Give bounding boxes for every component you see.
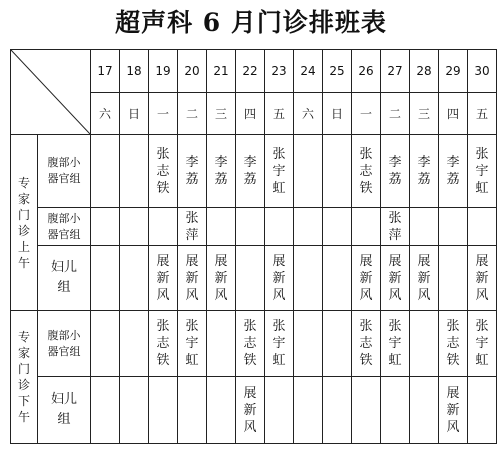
schedule-cell	[120, 377, 149, 444]
schedule-cell	[91, 135, 120, 208]
schedule-cell	[410, 135, 439, 208]
schedule-cell	[207, 135, 236, 208]
schedule-cell	[468, 246, 497, 311]
group-label: 妇儿 组	[38, 246, 91, 311]
doctor-name: 张 宇 虹	[272, 146, 286, 196]
schedule-cell	[207, 377, 236, 444]
schedule-cell	[439, 135, 468, 208]
doctor-name: 展 新 风	[214, 253, 228, 303]
doctor-name: 张 宇 虹	[475, 146, 489, 196]
schedule-cell	[323, 377, 352, 444]
date-header-cell: 19	[149, 50, 178, 93]
schedule-cell	[352, 311, 381, 377]
schedule-cell	[207, 311, 236, 377]
date-header-cell: 21	[207, 50, 236, 93]
date-header-cell: 26	[352, 50, 381, 93]
schedule-cell	[294, 377, 323, 444]
weekday-header-cell: 日	[323, 93, 352, 135]
weekday-header-cell: 六	[91, 93, 120, 135]
weekday-header-cell: 三	[207, 93, 236, 135]
schedule-cell	[236, 135, 265, 208]
schedule-cell	[323, 246, 352, 311]
schedule-cell	[149, 311, 178, 377]
schedule-cell	[381, 246, 410, 311]
doctor-name: 张 志 铁	[243, 319, 257, 368]
schedule-cell	[265, 208, 294, 246]
date-header-cell: 18	[120, 50, 149, 93]
date-header-cell: 30	[468, 50, 497, 93]
date-header-cell: 24	[294, 50, 323, 93]
schedule-cell	[352, 208, 381, 246]
schedule-cell	[294, 208, 323, 246]
schedule-cell	[468, 135, 497, 208]
schedule-cell	[236, 208, 265, 246]
schedule-cell	[410, 246, 439, 311]
schedule-table	[10, 49, 497, 444]
schedule-cell	[207, 246, 236, 311]
doctor-name: 展 新 风	[417, 253, 431, 303]
doctor-name: 张 萍	[388, 210, 402, 243]
date-header-cell: 22	[236, 50, 265, 93]
schedule-cell	[323, 311, 352, 377]
doctor-name: 李 荔	[446, 155, 460, 187]
weekday-header-cell: 日	[120, 93, 149, 135]
schedule-row	[11, 135, 497, 208]
schedule-cell	[149, 377, 178, 444]
doctor-name: 张 志 铁	[359, 146, 373, 196]
doctor-name: 展 新 风	[475, 253, 489, 303]
doctor-name: 李 荔	[185, 155, 199, 187]
doctor-name: 展 新 风	[446, 385, 460, 435]
schedule-row	[11, 208, 497, 246]
doctor-name: 展 新 风	[388, 253, 402, 303]
doctor-name: 展 新 风	[272, 253, 286, 303]
group-label: 腹部小 器官组	[38, 311, 91, 377]
schedule-cell	[323, 135, 352, 208]
schedule-cell	[91, 208, 120, 246]
schedule-cell	[91, 377, 120, 444]
schedule-cell	[294, 246, 323, 311]
date-header-cell: 23	[265, 50, 294, 93]
schedule-cell	[236, 311, 265, 377]
schedule-cell	[120, 208, 149, 246]
doctor-name: 李 荔	[214, 155, 228, 187]
schedule-cell	[352, 135, 381, 208]
weekday-header-cell: 五	[265, 93, 294, 135]
schedule-cell	[468, 208, 497, 246]
diagonal-line	[11, 50, 90, 134]
schedule-cell	[149, 135, 178, 208]
doctor-name: 李 荔	[243, 155, 257, 187]
schedule-cell	[352, 377, 381, 444]
schedule-cell	[91, 246, 120, 311]
schedule-cell	[352, 246, 381, 311]
date-header-cell: 20	[178, 50, 207, 93]
schedule-cell	[381, 377, 410, 444]
schedule-cell	[410, 377, 439, 444]
schedule-cell	[207, 208, 236, 246]
weekday-header-cell: 二	[178, 93, 207, 135]
group-label: 腹部小 器官组	[38, 208, 91, 246]
doctor-name: 李 荔	[388, 155, 402, 187]
weekday-header-cell: 四	[236, 93, 265, 135]
session-label: 专 家 门 诊 上 午	[11, 135, 38, 311]
doctor-name: 李 荔	[417, 155, 431, 187]
doctor-name: 展 新 风	[243, 385, 257, 435]
doctor-name: 展 新 风	[185, 253, 199, 303]
schedule-cell	[236, 377, 265, 444]
schedule-cell	[381, 311, 410, 377]
schedule-cell	[294, 311, 323, 377]
date-header-cell: 27	[381, 50, 410, 93]
page-title: 超声科 6 月门诊排班表	[115, 8, 387, 37]
schedule-cell	[178, 311, 207, 377]
schedule-cell	[265, 246, 294, 311]
schedule-cell	[120, 311, 149, 377]
doctor-name: 张 宇 虹	[185, 319, 199, 368]
schedule-cell	[381, 135, 410, 208]
schedule-row	[11, 311, 497, 377]
corner-header-cell	[11, 50, 91, 135]
schedule-row	[11, 246, 497, 311]
schedule-cell	[468, 377, 497, 444]
weekday-header-cell: 五	[468, 93, 497, 135]
schedule-cell	[323, 208, 352, 246]
schedule-cell	[149, 208, 178, 246]
date-header-cell: 25	[323, 50, 352, 93]
schedule-cell	[236, 246, 265, 311]
schedule-cell	[294, 135, 323, 208]
schedule-cell	[178, 135, 207, 208]
schedule-cell	[120, 246, 149, 311]
weekday-header-cell: 六	[294, 93, 323, 135]
weekday-header-cell: 一	[352, 93, 381, 135]
schedule-cell	[468, 311, 497, 377]
schedule-cell	[439, 208, 468, 246]
doctor-name: 张 宇 虹	[388, 319, 402, 368]
weekday-header-cell: 一	[149, 93, 178, 135]
weekday-header-cell: 三	[410, 93, 439, 135]
group-label: 妇儿 组	[38, 377, 91, 444]
schedule-cell	[178, 246, 207, 311]
schedule-cell	[149, 246, 178, 311]
group-label: 腹部小 器官组	[38, 135, 91, 208]
date-header-cell: 28	[410, 50, 439, 93]
doctor-name: 展 新 风	[359, 253, 373, 303]
session-label: 专 家 门 诊 下 午	[11, 311, 38, 444]
doctor-name: 张 宇 虹	[475, 319, 489, 368]
doctor-name: 张 宇 虹	[272, 319, 286, 368]
date-header-cell: 17	[91, 50, 120, 93]
schedule-cell	[265, 311, 294, 377]
doctor-name: 张 志 铁	[359, 319, 373, 368]
schedule-cell	[410, 208, 439, 246]
doctor-name: 张 志 铁	[156, 319, 170, 368]
doctor-name: 张 志 铁	[156, 146, 170, 196]
schedule-row	[11, 377, 497, 444]
weekday-header-cell: 四	[439, 93, 468, 135]
date-header-cell: 29	[439, 50, 468, 93]
schedule-cell	[439, 377, 468, 444]
weekday-header-cell: 二	[381, 93, 410, 135]
schedule-cell	[439, 246, 468, 311]
doctor-name: 展 新 风	[156, 253, 170, 303]
schedule-cell	[381, 208, 410, 246]
schedule-cell	[265, 377, 294, 444]
doctor-name: 张 萍	[185, 210, 199, 243]
schedule-cell	[178, 208, 207, 246]
schedule-cell	[178, 377, 207, 444]
schedule-cell	[91, 311, 120, 377]
schedule-cell	[439, 311, 468, 377]
doctor-name: 张 志 铁	[446, 319, 460, 368]
schedule-cell	[410, 311, 439, 377]
schedule-cell	[265, 135, 294, 208]
schedule-cell	[120, 135, 149, 208]
